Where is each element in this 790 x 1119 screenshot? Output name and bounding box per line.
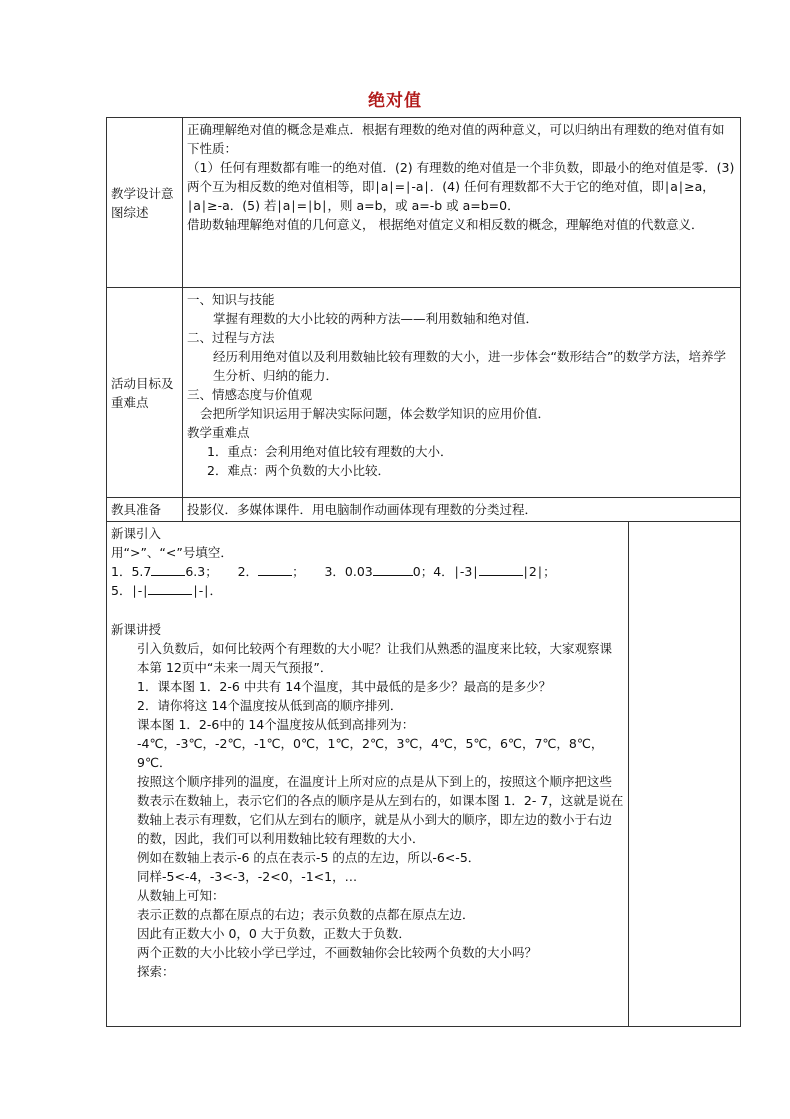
design-intent-content <box>183 118 741 288</box>
lecture-para-9: 两个正数的大小比较小学已学过，不画数轴你会比较两个负数的大小吗？ <box>137 945 538 960</box>
lecture-question-2: 2．请你将这 14个温度按从低到高的顺序排列． <box>137 698 403 713</box>
temperature-list: -4℃，-3℃，-2℃，-1℃，0℃，1℃，2℃，3℃，4℃，5℃，6℃，7℃，8℃，9℃． <box>137 736 604 770</box>
objectives-row <box>107 288 741 498</box>
answer-blank <box>258 562 292 576</box>
lesson-plan-table <box>106 117 741 1027</box>
lecture-question-1: 1．课本图 1．2-6 中共有 14个温度，其中最低的是多少？最高的是多少？ <box>137 679 552 694</box>
key-point-2: 2．难点：两个负数的大小比较． <box>207 463 390 478</box>
fill-blank-line-2: 5．∣-∣ ∣-∣． <box>111 583 222 598</box>
design-intent-para-1: 正确理解绝对值的概念是难点．根据有理数的绝对值的两种意义，可以归纳出有理数的绝对值有如下性质： <box>187 122 725 156</box>
lecture-para-1: 引入负数后，如何比较两个有理数的大小呢？让我们从熟悉的温度来比较，大家观察课本第 12页中“未来一周天气预报”． <box>137 641 613 675</box>
answer-blank <box>479 562 523 576</box>
intro-question: 用“>”、“<”号填空． <box>111 545 233 560</box>
notes-column <box>629 522 741 1027</box>
objective-text-3: 会把所学知识运用于解决实际问题，体会数学知识的应用价值． <box>200 406 551 421</box>
fill-blank-line-1: 1．5.7 6.3； 2． ； 3．0.03 0；4．∣-3∣ ∣2∣； <box>111 564 556 579</box>
key-point-1: 1．重点：会利用绝对值比较有理数的大小． <box>207 444 453 459</box>
teaching-aids-row <box>107 498 741 522</box>
answer-blank <box>148 581 192 595</box>
design-intent-row <box>107 118 741 288</box>
objectives-content <box>183 288 741 498</box>
objective-text-2: 经历利用绝对值以及利用数轴比较有理数的大小，进一步体会“数形结合”的数学方法，培养学生分析、归纳的能力． <box>213 349 726 383</box>
teaching-aids-content: 投影仪．多媒体课件．用电脑制作动画体现有理数的分类过程． <box>183 498 741 522</box>
lecture-para-4: 例如在数轴上表示-6 的点在表示-5 的点的左边，所以-6<-5． <box>137 850 481 865</box>
design-intent-para-2: （1）任何有理数都有唯一的绝对值．(2) 有理数的绝对值是一个非负数，即最小的绝对值是零．(3) 两个互为相反数的绝对值相等，即∣a∣=∣-a∣．(4) 任何有理数都不大于它的绝对值，即∣a∣≥a，∣a∣≥-a．(5) 若∣a∣=∣b∣，则 a=b，或 a=-b 或 a=b=0． <box>187 160 735 213</box>
objective-heading-1: 一、知识与技能 <box>187 292 275 307</box>
lecture-para-3: 按照这个顺序排列的温度，在温度计上所对应的点是从下到上的，按照这个顺序把这些数表示在数轴上，表示它们的各点的顺序是从左到右的，如课本图 1．2- 7，这就是说在数轴上表示有理数，它们从左到右的顺序，就是从小到大的顺序，即左边的数小于右边的数，因此，我们可以利用数轴比较有理数的大小． <box>137 774 624 846</box>
teaching-aids-label: 教具准备 <box>107 498 183 522</box>
lecture-para-6: 从数轴上可知： <box>137 888 225 903</box>
key-points-heading: 教学重难点 <box>187 425 250 440</box>
lesson-body <box>107 522 629 1027</box>
lesson-body-row <box>107 522 741 1027</box>
answer-blank <box>373 562 413 576</box>
objective-heading-3: 三、情感态度与价值观 <box>187 387 313 402</box>
lecture-para-10: 探索： <box>137 964 175 979</box>
lecture-para-8: 因此有正数大小 0，0 大于负数，正数大于负数． <box>137 926 411 941</box>
design-intent-label: 教学设计意图综述 <box>107 118 183 288</box>
lecture-para-7: 表示正数的点都在原点的右边；表示负数的点都在原点左边． <box>137 907 475 922</box>
answer-blank <box>151 562 185 576</box>
objective-heading-2: 二、过程与方法 <box>187 330 275 345</box>
lecture-para-2: 课本图 1．2-6中的 14个温度按从低到高排列为： <box>137 717 415 732</box>
document-title: 绝对值 <box>368 91 422 111</box>
lecture-heading: 新课讲授 <box>111 622 162 637</box>
intro-heading: 新课引入 <box>111 526 162 541</box>
design-intent-para-3: 借助数轴理解绝对值的几何意义， 根据绝对值定义和相反数的概念，理解绝对值的代数意义． <box>187 217 704 232</box>
lecture-para-5: 同样-5<-4，-3<-3，-2<0，-1<1，… <box>137 869 358 884</box>
objective-text-1: 掌握有理数的大小比较的两种方法——利用数轴和绝对值． <box>213 311 539 326</box>
objectives-label: 活动目标及重难点 <box>107 288 183 498</box>
